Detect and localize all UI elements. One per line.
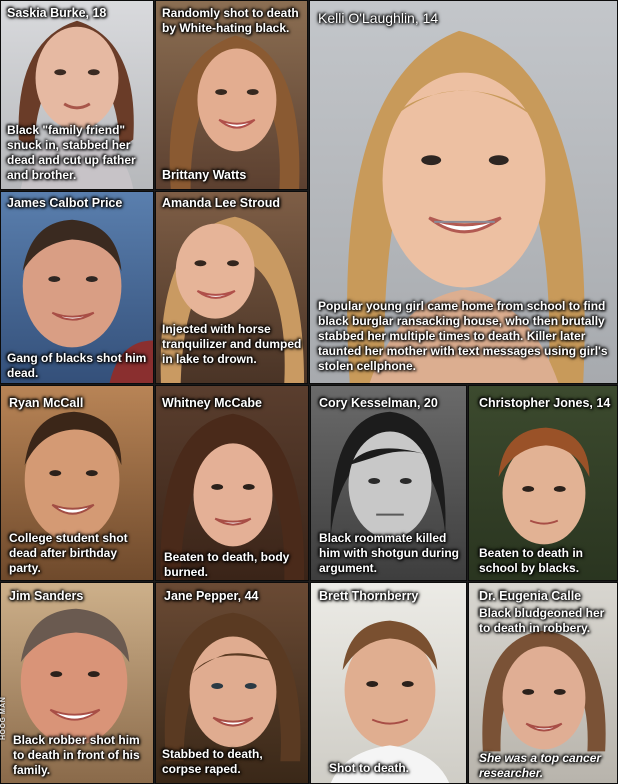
portrait-photo: [311, 583, 466, 783]
photo-tile-cory-kesselman: [310, 385, 467, 581]
victim-name: James Calbot Price: [7, 196, 123, 210]
victim-caption: Beaten to death in school by blacks.: [479, 546, 584, 575]
photo-tile-amanda-lee-stroud: [155, 191, 308, 384]
victim-caption: Beaten to death, body burned.: [164, 550, 290, 579]
photo-tile-christopher-jones: [468, 385, 618, 581]
victim-caption: Gang of blacks shot him dead.: [7, 351, 147, 380]
photo-tile-brett-thornberry: [310, 582, 467, 784]
victim-name: Ryan McCall: [9, 396, 84, 410]
victim-name: Christopher Jones, 14: [479, 396, 611, 410]
victim-name: Kelli O'Laughlin, 14: [318, 10, 439, 26]
photo-tile-eugenia-calle: [468, 582, 618, 784]
victim-name: Jane Pepper, 44: [164, 589, 259, 603]
victim-caption: Black robber shot him to death in front of his family.: [13, 733, 140, 777]
victim-caption: College student shot dead after birthday party.: [9, 531, 128, 575]
victim-name: Dr. Eugenia Calle: [479, 589, 582, 603]
photo-tile-jim-sanders: [0, 582, 154, 784]
victim-caption: Popular young girl came home from school to find black burglar ransacking house, who then brutally stabbed her multiple times to death. Killer later taunted her mother with text messages using girl's stolen cellphone.: [318, 299, 608, 373]
victim-caption: Stabbed to death, corpse raped.: [162, 747, 263, 776]
photo-tile-kelli-olaughlin: [309, 0, 618, 384]
photo-tile-jane-pepper: [155, 582, 309, 784]
victim-name: Amanda Lee Stroud: [162, 196, 281, 210]
victim-note: She was a top cancer researcher.: [479, 751, 602, 780]
victim-caption: Randomly shot to death by White-hating black.: [162, 6, 299, 35]
victim-caption: Black roommate killed him with shotgun during argument.: [319, 531, 459, 575]
victim-name: Saskia Burke, 18: [7, 6, 107, 20]
photo-tile-saskia-burke: [0, 0, 154, 190]
victim-name: Cory Kesselman, 20: [319, 396, 438, 410]
photo-tile-james-calbot-price: [0, 191, 154, 384]
photo-tile-whitney-mccabe: [155, 385, 309, 581]
victim-name: Brett Thornberry: [319, 589, 419, 603]
victim-caption: Black bludgeoned her to death in robbery.: [479, 606, 605, 635]
victim-caption: Shot to death.: [329, 761, 409, 775]
watermark: HOOG MAN: [0, 696, 7, 740]
victim-caption: Injected with horse tranquilizer and dumped in lake to drown.: [162, 322, 302, 366]
victim-caption: Black "family friend" snuck in, stabbed her dead and cut up father and brother.: [7, 123, 136, 182]
victim-name: Brittany Watts: [162, 168, 247, 182]
photo-tile-brittany-watts: [155, 0, 308, 190]
victim-name: Jim Sanders: [9, 589, 84, 603]
photo-tile-ryan-mccall: [0, 385, 154, 581]
victim-name: Whitney McCabe: [162, 396, 263, 410]
